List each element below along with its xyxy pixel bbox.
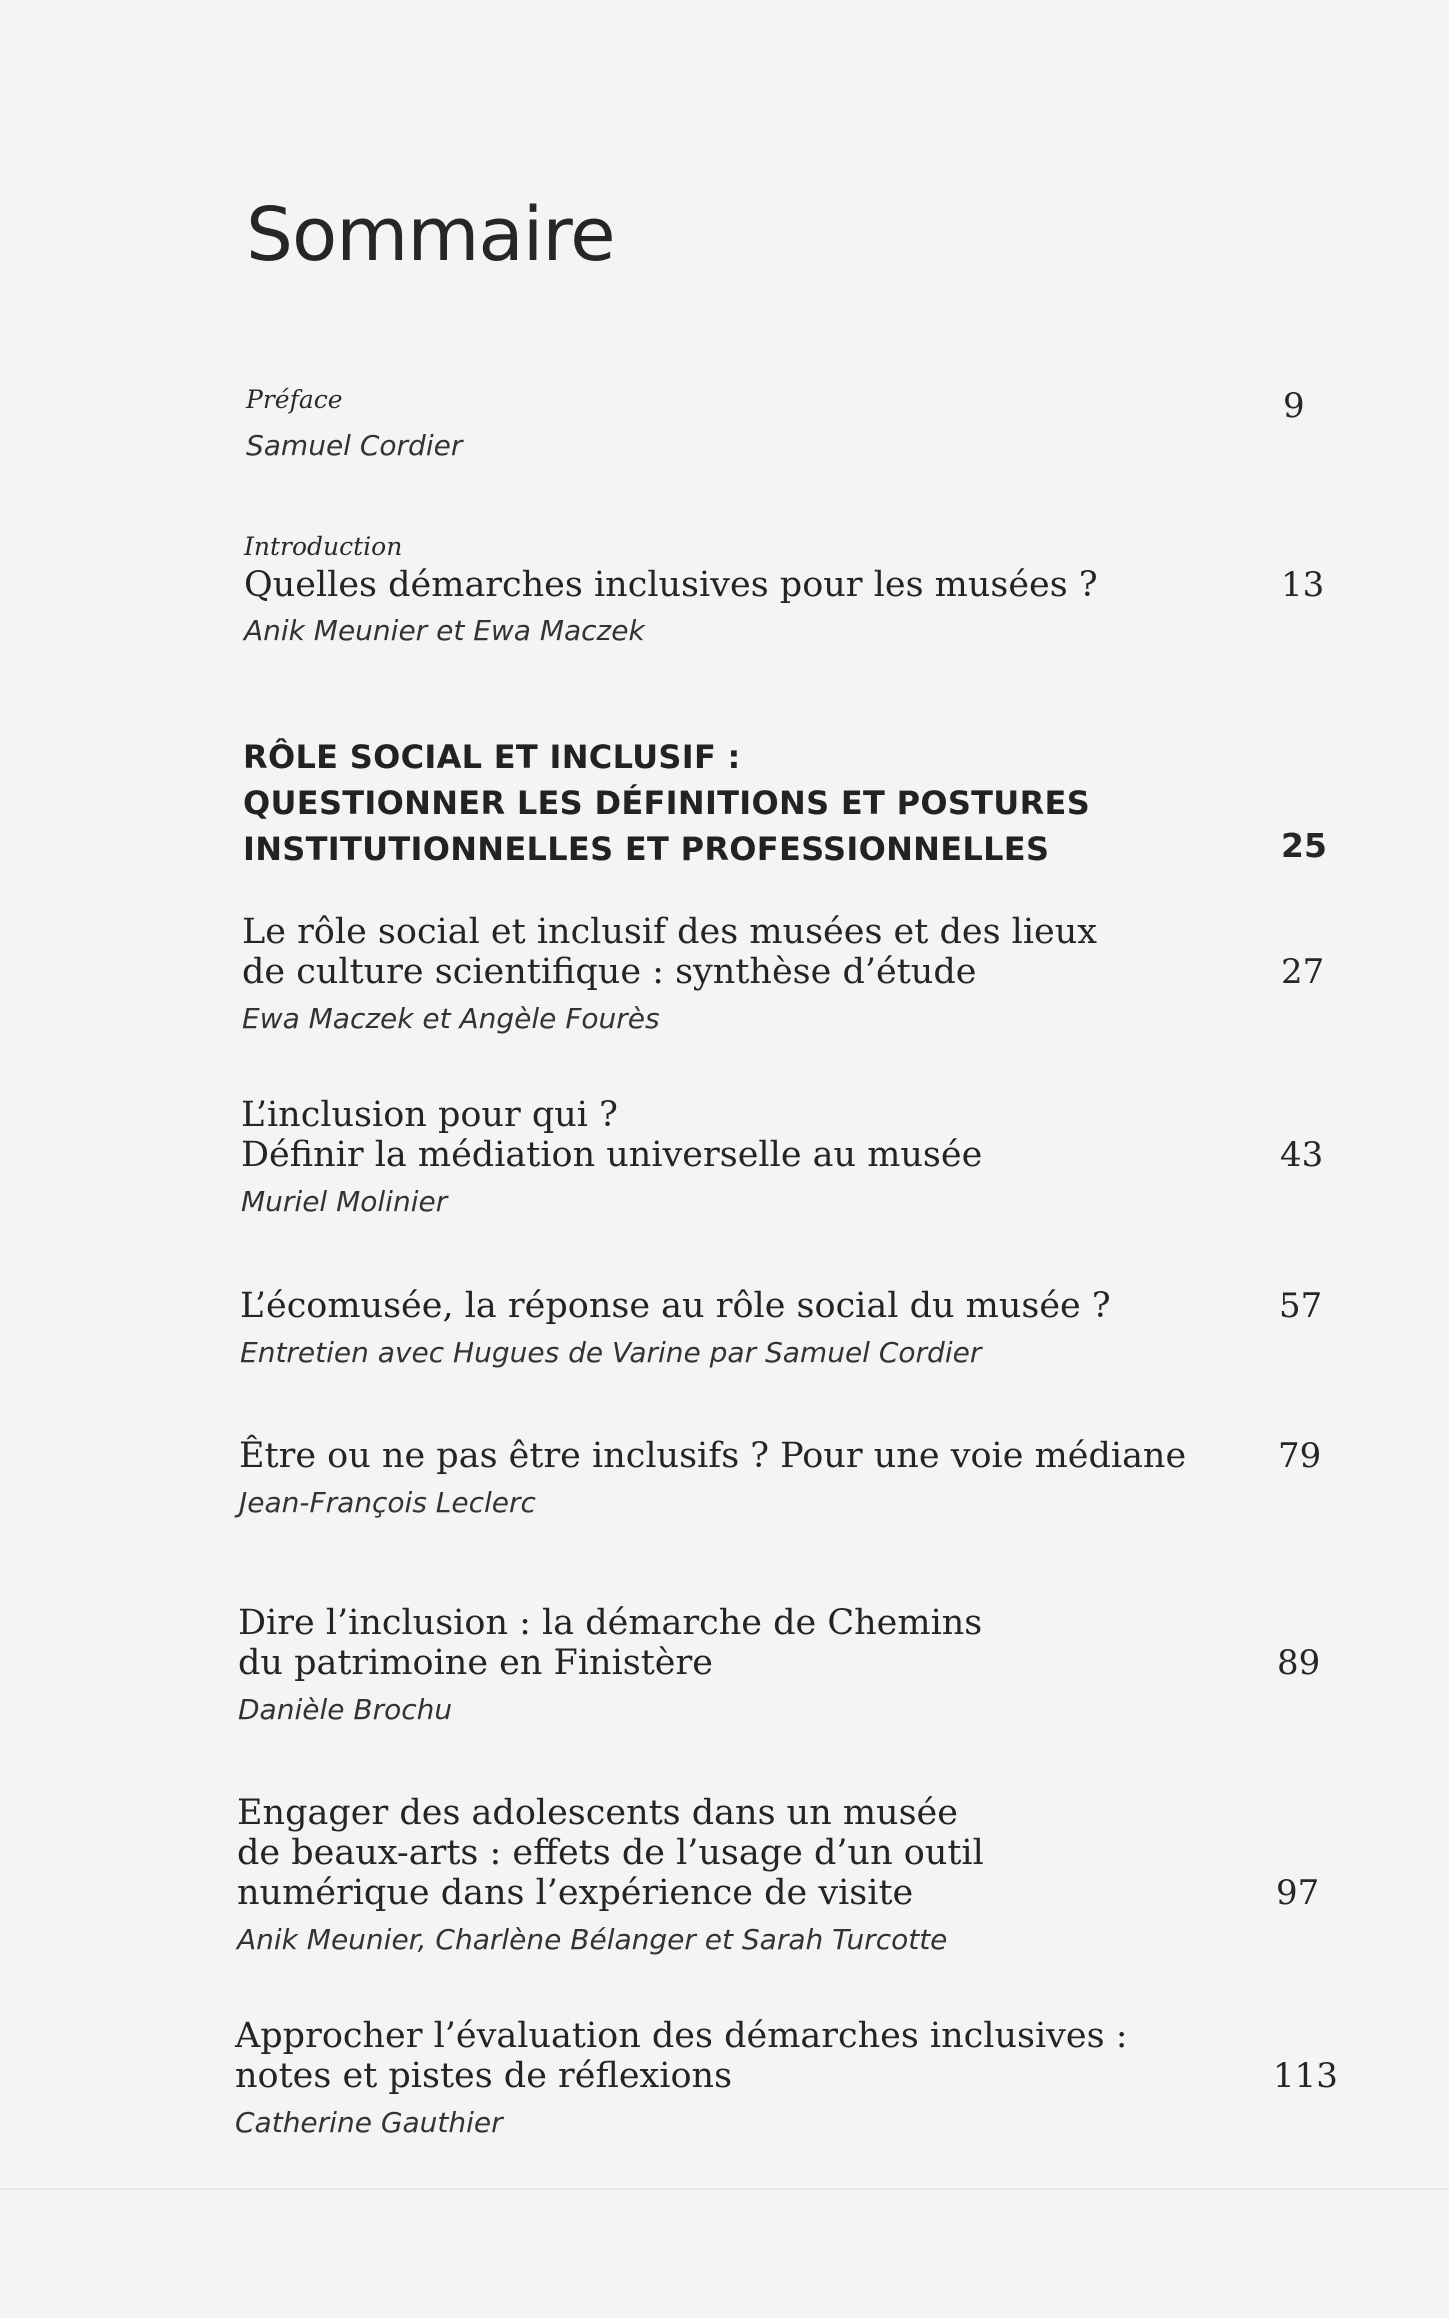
entry-page-number: 13 (1281, 565, 1325, 605)
entry-title-line: L’écomusée, la réponse au rôle social du musée ? (240, 1286, 1111, 1326)
entry-author: Muriel Molinier (241, 1185, 448, 1218)
section-page-number: 25 (1281, 826, 1327, 865)
entry-page-number: 113 (1273, 2056, 1338, 2096)
entry-page-number: 79 (1278, 1436, 1322, 1476)
entry-author: Anik Meunier et Ewa Maczek (244, 614, 645, 647)
page-bottom-shadow (0, 2188, 1449, 2190)
entry-title-line: du patrimoine en Finistère (238, 1643, 713, 1683)
entry-title-line: de beaux-arts : effets de l’usage d’un outil (237, 1833, 984, 1873)
entry-title-line: Être ou ne pas être inclusifs ? Pour une voie médiane (239, 1436, 1187, 1476)
entry-label: Introduction (244, 532, 403, 561)
entry-author: Jean-François Leclerc (239, 1486, 536, 1519)
page-title: Sommaire (246, 192, 615, 278)
entry-author: Danièle Brochu (238, 1693, 453, 1726)
entry-author: Catherine Gauthier (235, 2106, 503, 2139)
entry-author: Samuel Cordier (246, 429, 463, 462)
entry-title-line: L’inclusion pour qui ? (241, 1095, 618, 1135)
section-title-line: INSTITUTIONNELLES ET PROFESSIONNELLES (243, 830, 1050, 868)
entry-author: Ewa Maczek et Angèle Fourès (242, 1002, 660, 1035)
entry-page-number: 89 (1277, 1643, 1321, 1683)
entry-title-line: Approcher l’évaluation des démarches inclusives : (235, 2016, 1128, 2056)
section-title-line: RÔLE SOCIAL ET INCLUSIF : (243, 738, 741, 776)
entry-label: Préface (246, 385, 343, 414)
entry-author: Entretien avec Hugues de Varine par Samuel Cordier (240, 1336, 982, 1369)
entry-author: Anik Meunier, Charlène Bélanger et Sarah Turcotte (237, 1923, 948, 1956)
entry-page-number: 43 (1280, 1135, 1324, 1175)
section-title-line: QUESTIONNER LES DÉFINITIONS ET POSTURES (243, 784, 1091, 822)
entry-title-line: Définir la médiation universelle au musée (241, 1135, 983, 1175)
entry-page-number: 9 (1283, 386, 1305, 426)
entry-title-line: Dire l’inclusion : la démarche de Chemins (238, 1603, 983, 1643)
entry-page-number: 57 (1279, 1286, 1323, 1326)
entry-title-line: numérique dans l’expérience de visite (237, 1873, 914, 1913)
entry-title-line: Le rôle social et inclusif des musées et des lieux (242, 912, 1098, 952)
entry-title-line: de culture scientifique : synthèse d’étude (242, 952, 977, 992)
entry-page-number: 97 (1276, 1873, 1320, 1913)
entry-title-line: Engager des adolescents dans un musée (237, 1793, 958, 1833)
entry-page-number: 27 (1281, 952, 1325, 992)
entry-title-line: notes et pistes de réflexions (235, 2056, 733, 2096)
entry-title-line: Quelles démarches inclusives pour les musées ? (244, 565, 1098, 605)
